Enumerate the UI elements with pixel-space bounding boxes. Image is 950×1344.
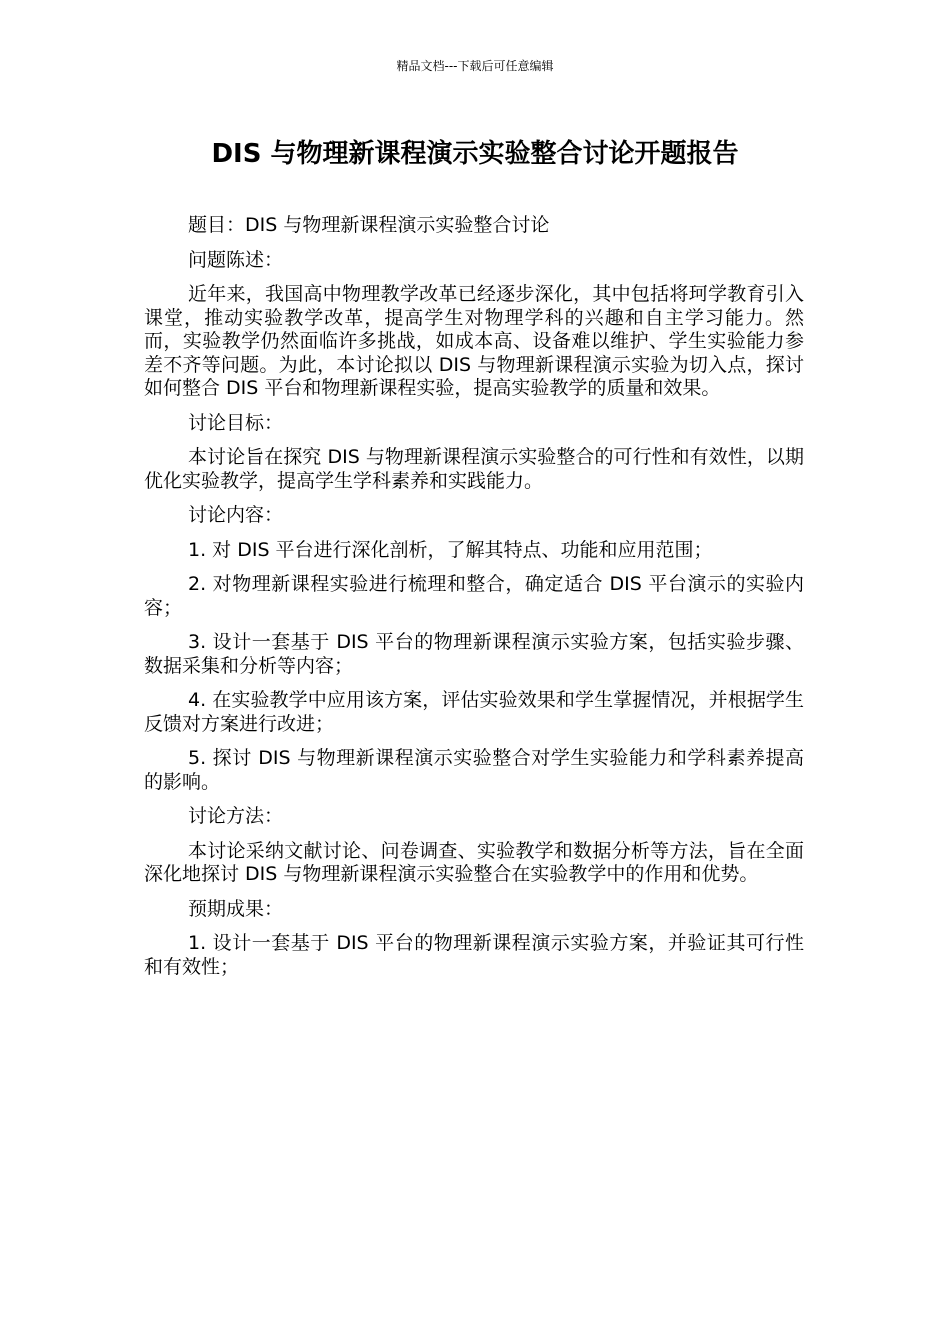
method-paragraph: 本讨论采纳文献讨论、问卷调查、实验教学和数据分析等方法，旨在全面深化地探讨 DIS 与物理新课程演示实验整合在实验教学中的作用和优势。 (144, 839, 804, 885)
topic-line: 题目：DIS 与物理新课程演示实验整合讨论 (188, 214, 550, 236)
header-note: 精品文档---下载后可任意编辑 (396, 59, 554, 73)
section-heading-content: 讨论内容： (188, 504, 284, 526)
content-item-3: 3. 设计一套基于 DIS 平台的物理新课程演示实验方案，包括实验步骤、数据采集和分析等内容； (144, 631, 804, 677)
document-body (144, 214, 804, 990)
section-heading-problem: 问题陈述： (188, 248, 284, 271)
content-item-5: 5. 探讨 DIS 与物理新课程演示实验整合对学生实验能力和学科素养提高的影响。 (144, 747, 804, 793)
content-item-4: 4. 在实验教学中应用该方案，评估实验效果和学生掌握情况，并根据学生反馈对方案进行改进； (144, 689, 804, 735)
outcome-item-1: 1. 设计一套基于 DIS 平台的物理新课程演示实验方案，并验证其可行性和有效性； (144, 932, 804, 978)
document-title: DIS 与物理新课程演示实验整合讨论开题报告 (211, 139, 739, 169)
content-item-1: 1. 对 DIS 平台进行深化剖析，了解其特点、功能和应用范围； (188, 538, 713, 561)
section-heading-method: 讨论方法： (188, 805, 284, 827)
content-item-2: 2. 对物理新课程实验进行梳理和整合，确定适合 DIS 平台演示的实验内容； (144, 573, 804, 619)
problem-paragraph: 近年来，我国高中物理教学改革已经逐步深化，其中包括将珂学教育引入课堂，推动实验教学改革，提高学生对物理学科的兴趣和自主学习能力。然而，实验教学仍然面临许多挑战，如成本高、设备难以维护、学生实验能力参差不齐等问题。为此，本讨论拟以 DIS 与物理新课程演示实验为切入点，探讨如何整合 DIS 平台和物理新课程实验，提高实验教学的质量和效果。 (144, 283, 804, 399)
goal-paragraph: 本讨论旨在探究 DIS 与物理新课程演示实验整合的可行性和有效性，以期优化实验教学，提高学生学科素养和实践能力。 (144, 446, 804, 492)
section-heading-goal: 讨论目标： (188, 411, 284, 434)
section-heading-outcome: 预期成果： (188, 897, 284, 920)
